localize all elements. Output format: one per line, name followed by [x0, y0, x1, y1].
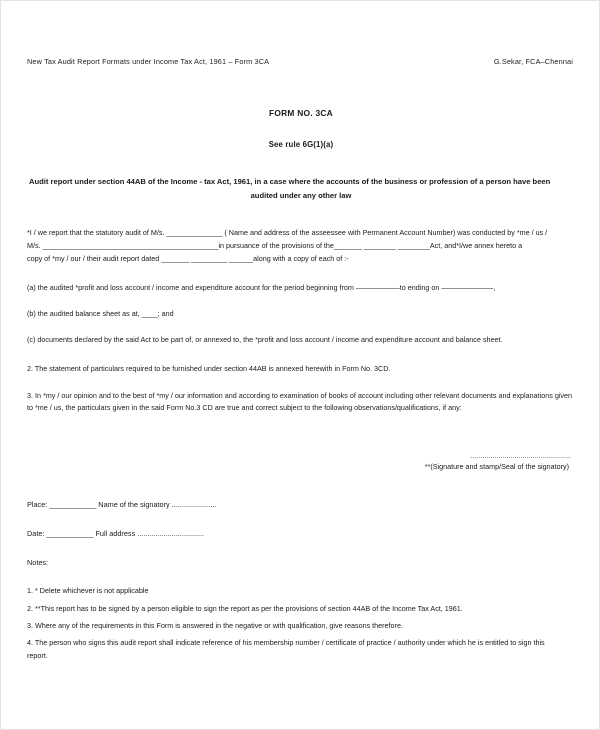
note-item-3: 3. Where any of the requirements in this Form is answered in the negative or with qualification, give reasons therefore.: [27, 620, 403, 630]
clause-b: (b) the audited balance sheet as at, ____; and: [27, 308, 174, 318]
place-field-row: [27, 499, 575, 511]
document-running-header: [27, 57, 575, 66]
form-subject-line-1: Audit report under section 44AB of the Income - tax Act, 1961, in a case where the accounts of the business or profession of a person have been: [29, 177, 551, 186]
notes-list: [27, 585, 575, 662]
intro-line-1: *I / we report that the statutory audit of M/s. ______________ ( Name and address of the asseessee with Permanent Account Number) was conducted by *me / us /: [27, 228, 548, 238]
paragraph-2: 2. The statement of particulars required to be furnished under section 44AB is annexed herewith in Form No. 3CD.: [27, 363, 391, 373]
form-subject-line-2: audited under any other law: [250, 191, 352, 201]
note-item-1: 1. * Delete whichever is not applicable: [27, 586, 149, 596]
paragraph-3-line-2: given to *me / us, the particulars given in the said Form No.3 CD are true and correct subject to the following observations/qualifications, if any:: [27, 391, 572, 413]
date-label: Date:: [27, 529, 45, 539]
intro-line-2: M/s. ____________________________________________in pursuance of the provisions of the_______ ________ ________Act, and*I/we annex hereto a: [27, 240, 523, 250]
note-item-2: 2. **This report has to be signed by a person eligible to sign the report as per the provisions of section 44AB of the Income Tax Act, 1961.: [27, 603, 463, 613]
signature-dotted-line: ..................................................: [470, 452, 571, 460]
header-left-text: New Tax Audit Report Formats under Income Tax Act, 1961 – Form 3CA: [27, 57, 270, 66]
header-right-author: G.Sekar, FCA–Chennai: [493, 57, 573, 66]
paragraph-3: [27, 390, 575, 415]
date-field-row: [27, 528, 575, 540]
note-item-4: 4. The person who signs this audit report shall indicate reference of his membership number / certificate of practice / authority under which he is entitled to sign this: [27, 638, 545, 648]
full-address-field[interactable]: Full address .................................: [95, 529, 205, 539]
date-blank[interactable]: ____________: [46, 529, 94, 539]
form-subject-heading: [27, 175, 575, 203]
report-intro-paragraph: [27, 227, 575, 265]
form-rule-reference: See rule 6G(1)(a): [268, 140, 334, 149]
notes-heading: Notes:: [27, 558, 49, 568]
clause-a: (a) the audited *profit and loss account / income and expenditure account for the period beginning from –––––––––––to ending on –––––––––––––,: [27, 282, 496, 292]
place-label: Place:: [27, 499, 48, 509]
form-number-title: FORM NO. 3CA: [269, 108, 333, 118]
note-item-4-continuation: report.: [27, 650, 48, 660]
place-blank[interactable]: ____________: [49, 499, 97, 509]
intro-line-3: copy of *my / our / their audit report dated _______ _________ ______along with a copy of each of :-: [27, 253, 349, 263]
clause-c: (c) documents declared by the said Act to be part of, or annexed to, the *profit and loss account / income and expenditure account and balance sheet.: [27, 335, 503, 345]
signature-caption: **(Signature and stamp/Seal of the signatory): [424, 461, 569, 471]
paragraph-3-line-1: 3. In *my / our opinion and to the best of *my / our information and according to examination of books of account including other relevant documents and explanations: [27, 391, 553, 401]
signature-block: [27, 453, 575, 471]
signatory-name-field[interactable]: Name of the signatory ......................: [98, 499, 217, 509]
